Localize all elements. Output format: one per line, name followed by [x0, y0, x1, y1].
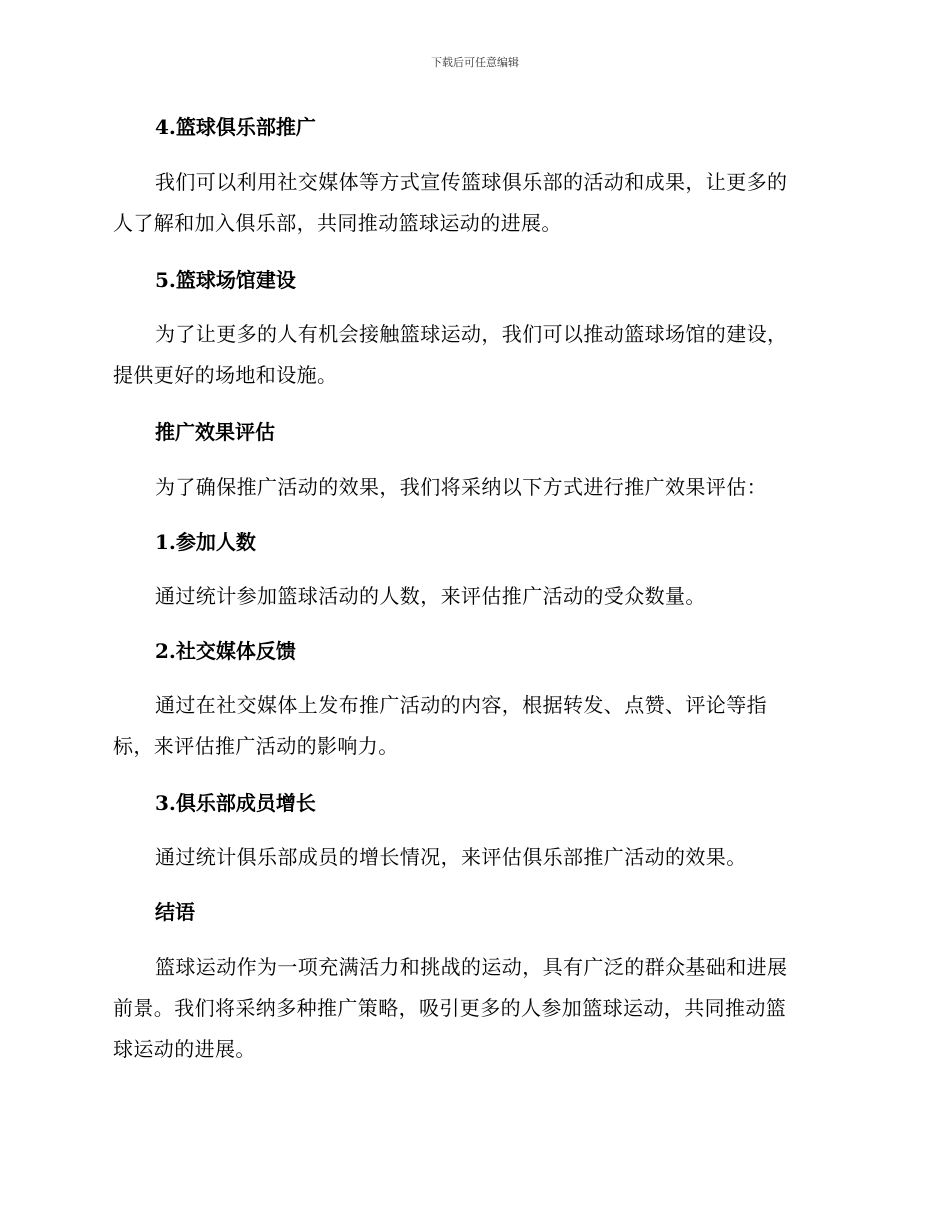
- section-heading-social-feedback: 2.社交媒体反馈: [155, 639, 296, 663]
- section-heading-participants: 1.参加人数: [155, 530, 256, 554]
- section-heading-effect-evaluation: 推广效果评估: [155, 420, 275, 444]
- paragraph-line: 通过在社交媒体上发布推广活动的内容，根据转发、点赞、评论等指: [155, 693, 767, 717]
- section-heading-club-promotion: 4.篮球俱乐部推广: [155, 115, 316, 139]
- section-heading-member-growth: 3.俱乐部成员增长: [155, 791, 316, 815]
- paragraph-line: 球运动的进展。: [113, 1037, 256, 1061]
- paragraph-line: 提供更好的场地和设施。: [113, 363, 338, 387]
- paragraph-line: 通过统计俱乐部成员的增长情况，来评估俱乐部推广活动的效果。: [155, 845, 747, 869]
- paragraph-line: 为了让更多的人有机会接触篮球运动，我们可以推动篮球场馆的建设，: [155, 322, 788, 346]
- paragraph-line: 我们可以利用社交媒体等方式宣传篮球俱乐部的活动和成果，让更多的: [155, 170, 788, 194]
- section-paragraph-member-growth: [113, 837, 835, 878]
- section-paragraph-conclusion: [113, 947, 835, 1070]
- paragraph-line: 为了确保推广活动的效果，我们将采纳以下方式进行推广效果评估：: [155, 475, 767, 499]
- section-paragraph-venue-construction: [113, 314, 835, 396]
- section-paragraph-participants: [113, 576, 835, 617]
- section-paragraph-social-feedback: [113, 685, 835, 767]
- section-paragraph-effect-evaluation: [113, 467, 835, 508]
- paragraph-line: 标，来评估推广活动的影响力。: [113, 734, 399, 758]
- paragraph-line: 前景。我们将采纳多种推广策略，吸引更多的人参加篮球运动，共同推动篮: [113, 996, 787, 1020]
- section-heading-conclusion: 结语: [155, 900, 195, 924]
- paragraph-line: 人了解和加入俱乐部，共同推动篮球运动的进展。: [113, 211, 562, 235]
- section-paragraph-club-promotion: [113, 162, 835, 244]
- section-heading-venue-construction: 5.篮球场馆建设: [155, 268, 296, 292]
- paragraph-line: 通过统计参加篮球活动的人数，来评估推广活动的受众数量。: [155, 584, 706, 608]
- paragraph-line: 篮球运动作为一项充满活力和挑战的运动，具有广泛的群众基础和进展: [155, 955, 788, 979]
- page-header-note: 下载后可任意编辑: [431, 56, 519, 69]
